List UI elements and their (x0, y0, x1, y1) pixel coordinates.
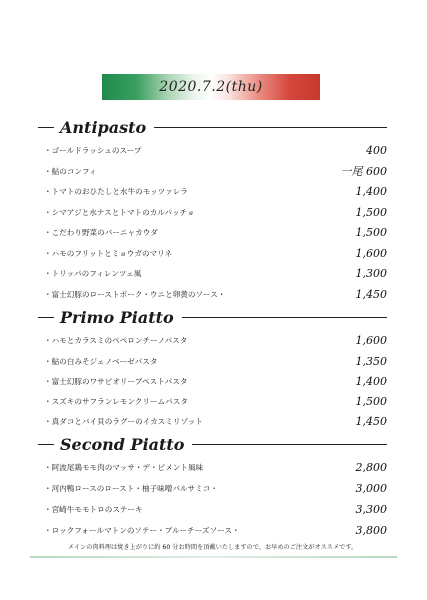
menu-item (44, 373, 387, 389)
menu-item (44, 286, 387, 302)
menu-item-price: 1,400 (355, 184, 387, 198)
menu-item-price: 3,800 (355, 523, 387, 537)
section-rule (182, 317, 387, 318)
menu-item (44, 413, 387, 429)
menu-item-name: ・こだわり野菜のバーニャカウダ (44, 227, 158, 237)
bottom-divider (30, 556, 397, 558)
menu-item-price: 1,400 (355, 374, 387, 388)
menu-item-price: 3,300 (355, 502, 387, 516)
section-dash (38, 127, 54, 128)
menu-item (44, 522, 387, 538)
menu-item-price: 400 (366, 143, 387, 157)
menu-item (44, 142, 387, 158)
menu-item (44, 393, 387, 409)
menu-item-name: ・鮎の白みそジェノベーゼパスタ (44, 356, 158, 366)
menu-item-name: ・シマアジと水ナスとトマトのカルパッチョ (44, 207, 195, 217)
menu-item-name: ・トリッパのフィレンツェ風 (44, 268, 142, 278)
menu-item (44, 224, 387, 240)
menu-item-name: ・宮崎牛モモトロのステーキ (44, 504, 143, 514)
section-header-antipasto (38, 117, 387, 137)
menu-item-name: ・ロックフォールマトンのソテー・ブルーチーズソース・ (44, 525, 240, 535)
menu-item (44, 204, 387, 220)
menu-item-price: 1,300 (355, 266, 387, 280)
menu-item-name: ・富士幻豚のワサビオリーブペストパスタ (44, 376, 188, 386)
menu-item-name: ・鮎のコンフィ (44, 166, 97, 176)
section-header-primo-piatto (38, 307, 387, 327)
menu-item-price: 一尾 600 (340, 165, 387, 178)
menu-item (44, 265, 387, 281)
menu-item-name: ・スズキのサフランレモンクリームパスタ (44, 396, 188, 406)
menu-item (44, 332, 387, 348)
section-title: Second Piatto (60, 434, 185, 454)
menu-item-price: 1,450 (355, 414, 387, 428)
section-dash (38, 317, 54, 318)
menu-item-name: ・トマトのおひたしと水牛のモッツァレラ (44, 186, 188, 196)
menu-item-price: 1,500 (355, 394, 387, 408)
menu-item-name: ・真ダコとバイ貝のラグーのイカスミリゾット (44, 416, 203, 426)
menu-item (44, 459, 387, 475)
menu-item-name: ・河内鴨ロースのロースト・柚子味噌バルサミコ・ (44, 483, 218, 493)
section-title: Antipasto (60, 117, 147, 137)
menu-item-price: 1,350 (355, 354, 387, 368)
menu-item-name: ・ハモのフリットとミョウガのマリネ (44, 248, 173, 258)
date-banner (102, 74, 320, 100)
menu-item (44, 480, 387, 496)
section-header-second-piatto (38, 434, 387, 454)
menu-item-price: 1,600 (355, 333, 387, 347)
menu-item-price: 2,800 (355, 460, 387, 474)
menu-item-price: 3,000 (355, 481, 387, 495)
menu-item-price: 1,500 (355, 205, 387, 219)
menu-item (44, 245, 387, 261)
menu-item-name: ・ハモとカラスミのペペロンチーノパスタ (44, 335, 188, 345)
menu-item-name: ・阿波尾鶏モモ肉のマッサ・デ・ピメント風味 (44, 462, 204, 472)
menu-item-price: 1,450 (355, 287, 387, 301)
menu-item-name: ・ゴールドラッシュのスープ (44, 145, 142, 155)
menu-item (44, 501, 387, 517)
menu-item (44, 183, 387, 199)
section-rule (154, 127, 387, 128)
menu-item-price: 1,500 (355, 225, 387, 239)
menu-date: 2020.7.2(thu) (159, 79, 263, 95)
menu-item (44, 163, 387, 179)
section-rule (192, 444, 387, 445)
menu-item (44, 353, 387, 369)
footer-note: メインの肉料理は焼き上がりに約 60 分お時間を頂戴いたしますので、お早めのご注文がオススメです。 (67, 544, 358, 551)
section-title: Primo Piatto (60, 307, 174, 327)
menu-item-name: ・富士幻豚のローストポーク・ウニと卵黄のソース・ (44, 289, 226, 299)
menu-item-price: 1,600 (355, 246, 387, 260)
section-dash (38, 444, 54, 445)
